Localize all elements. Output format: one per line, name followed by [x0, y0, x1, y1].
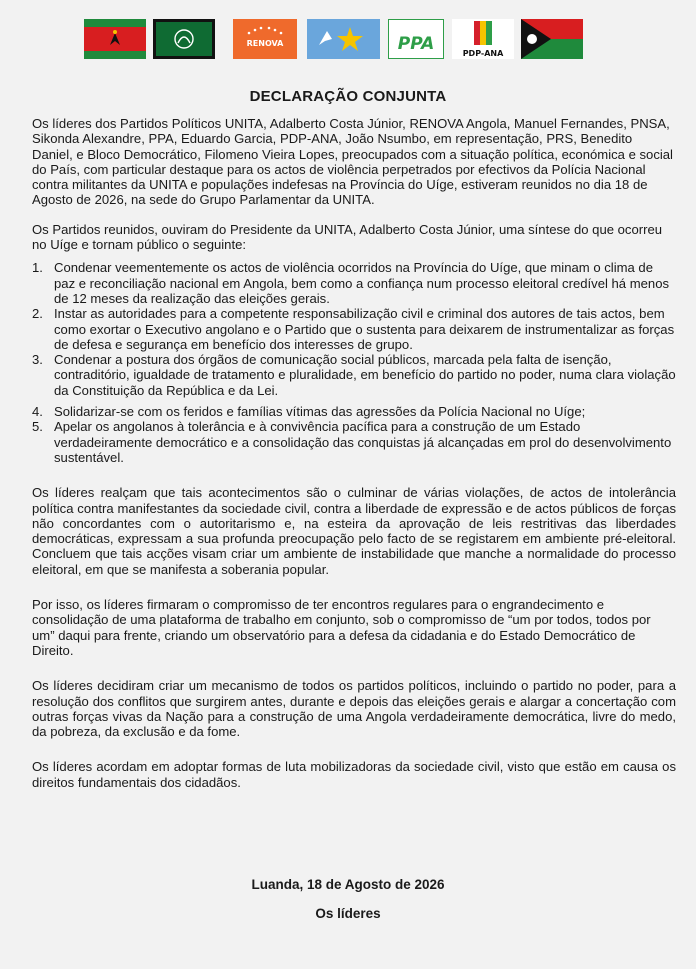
ppa-flag-icon — [388, 19, 444, 59]
paragraph-civil-society: Os líderes acordam em adoptar formas de luta mobilizadoras da sociedade civil, visto que estão em causa os direitos fundamentais dos cidadãos. — [32, 759, 676, 790]
paragraph-mechanism: Os líderes decidiram criar um mecanismo de todos os partidos políticos, incluindo o partido no poder, para a resolução dos conflitos que surgirem antes, durante e depois das eleições gerais e alargar a concertação com outras forças vivas da Nação para a construção de uma Angola verdadeiramente democrática, livre do medo, da pobreza, da exclusão e da fome. — [32, 678, 676, 740]
signatories: Os líderes — [315, 906, 381, 921]
list-item-number: 3. — [32, 352, 43, 368]
resolutions-list — [32, 260, 676, 465]
renova-logo-text: RENOVA — [246, 39, 284, 48]
paragraph-violations: Os líderes realçam que tais acontecimentos são o culminar de várias violações, de actos de intolerância política contra manifestantes da sociedade civil, contra a liberdade de expressão e de actos públicos de forças não concordantes com o autoritarismo e, na esteira da aprovação de leis restritivas das liberdades democráticas, expressam a sua profunda preocupação pelo facto de se registarem em ambiente pré-eleitoral. Concluem que tais acções visam criar um ambiente de instabilidade que manche a normalidade do processo eleitoral, em que se manifesta a soberania popular. — [32, 485, 676, 577]
list-item — [32, 352, 676, 398]
intro-paragraph: Os líderes dos Partidos Políticos UNITA, Adalberto Costa Júnior, RENOVA Angola, Manuel Fernandes, PNSA, Sikonda Alexandre, PPA, Eduardo Garcia, PDP-ANA, João Nsumbo, em representação, PRS, Benedito Daniel, e Bloco Democrático, Filomeno Vieira Lopes, preocupados com a situação política, económica e social do País, com particular destaque para os actos de violência perpetrados por efectivos da Polícia Nacional contra militantes da UNITA e populações indefesas na Província do Uíge, estiveram reunidos no dia 18 de Agosto de 2026, na sede do Grupo Parlamentar da UNITA. — [32, 116, 673, 208]
document-body — [32, 116, 676, 790]
list-item-text: Apelar os angolanos à tolerância e à convivência pacífica para a construção de um Estado verdadeiramente democrático e a consolidação das conquistas já alcançadas em prol do desenvolvimento sustentável. — [54, 419, 672, 465]
party-logos-row — [0, 19, 696, 61]
list-item — [32, 419, 676, 465]
list-item — [32, 404, 676, 419]
prs-flag-icon — [307, 19, 380, 59]
pdp-ana-logo-text: PDP-ANA — [462, 49, 504, 58]
list-item — [32, 306, 676, 352]
ppa-logo-text: PPA — [397, 34, 435, 54]
list-item-number: 2. — [32, 306, 43, 322]
list-item-text: Solidarizar-se com os feridos e famílias vítimas das agressões da Polícia Nacional no Uíge; — [54, 404, 586, 420]
list-item-text: Condenar a postura dos órgãos de comunicação social públicos, marcada pela falta de isenção, contraditório, igualdade de tratamento e pluralidade, em benefício do partido no poder, numa clara violação da Constituição da República e da Lei. — [54, 352, 676, 398]
lead-paragraph: Os Partidos reunidos, ouviram do Presidente da UNITA, Adalberto Costa Júnior, uma síntese do que ocorreu no Uíge e tornam público o seguinte: — [32, 221, 663, 253]
place-date: Luanda, 18 de Agosto de 2026 — [251, 877, 445, 892]
list-item-number: 1. — [32, 260, 43, 276]
bloco-democratico-flag-icon — [521, 19, 583, 59]
unita-flag-icon — [84, 19, 146, 59]
list-item — [32, 260, 676, 306]
list-item-text: Condenar veementemente os actos de violência ocorridos na Província do Uíge, que minam o clima de paz e reconciliação nacional em Angola, bem como a confiança num processo eleitoral credível há menos de 12 meses da realização das eleições gerais. — [54, 260, 670, 306]
list-item-number: 4. — [32, 404, 43, 420]
pdp-ana-flag-icon — [452, 19, 514, 59]
renova-flag-icon — [233, 19, 297, 59]
list-item-text: Instar as autoridades para a competente responsabilização civil e criminal dos autores de tais actos, bem como exortar o Executivo angolano e o Partido que o sustenta para deixarem de instrumentalizar as forças de defesa e segurança em benefício dos interesses de grupo. — [54, 306, 675, 352]
pnsa-flag-icon — [153, 19, 215, 59]
document-title: DECLARAÇÃO CONJUNTA — [249, 88, 447, 105]
paragraph-commitment: Por isso, os líderes firmaram o compromisso de ter encontros regulares para o engrandecimento e consolidação de uma plataforma de trabalho em conjunto, sob o compromisso de “um por todos, todos por um” daqui para frente, criando um observatório para a defesa da cidadania e do Estado Democrático de Direito. — [32, 597, 651, 658]
list-item-number: 5. — [32, 419, 43, 435]
